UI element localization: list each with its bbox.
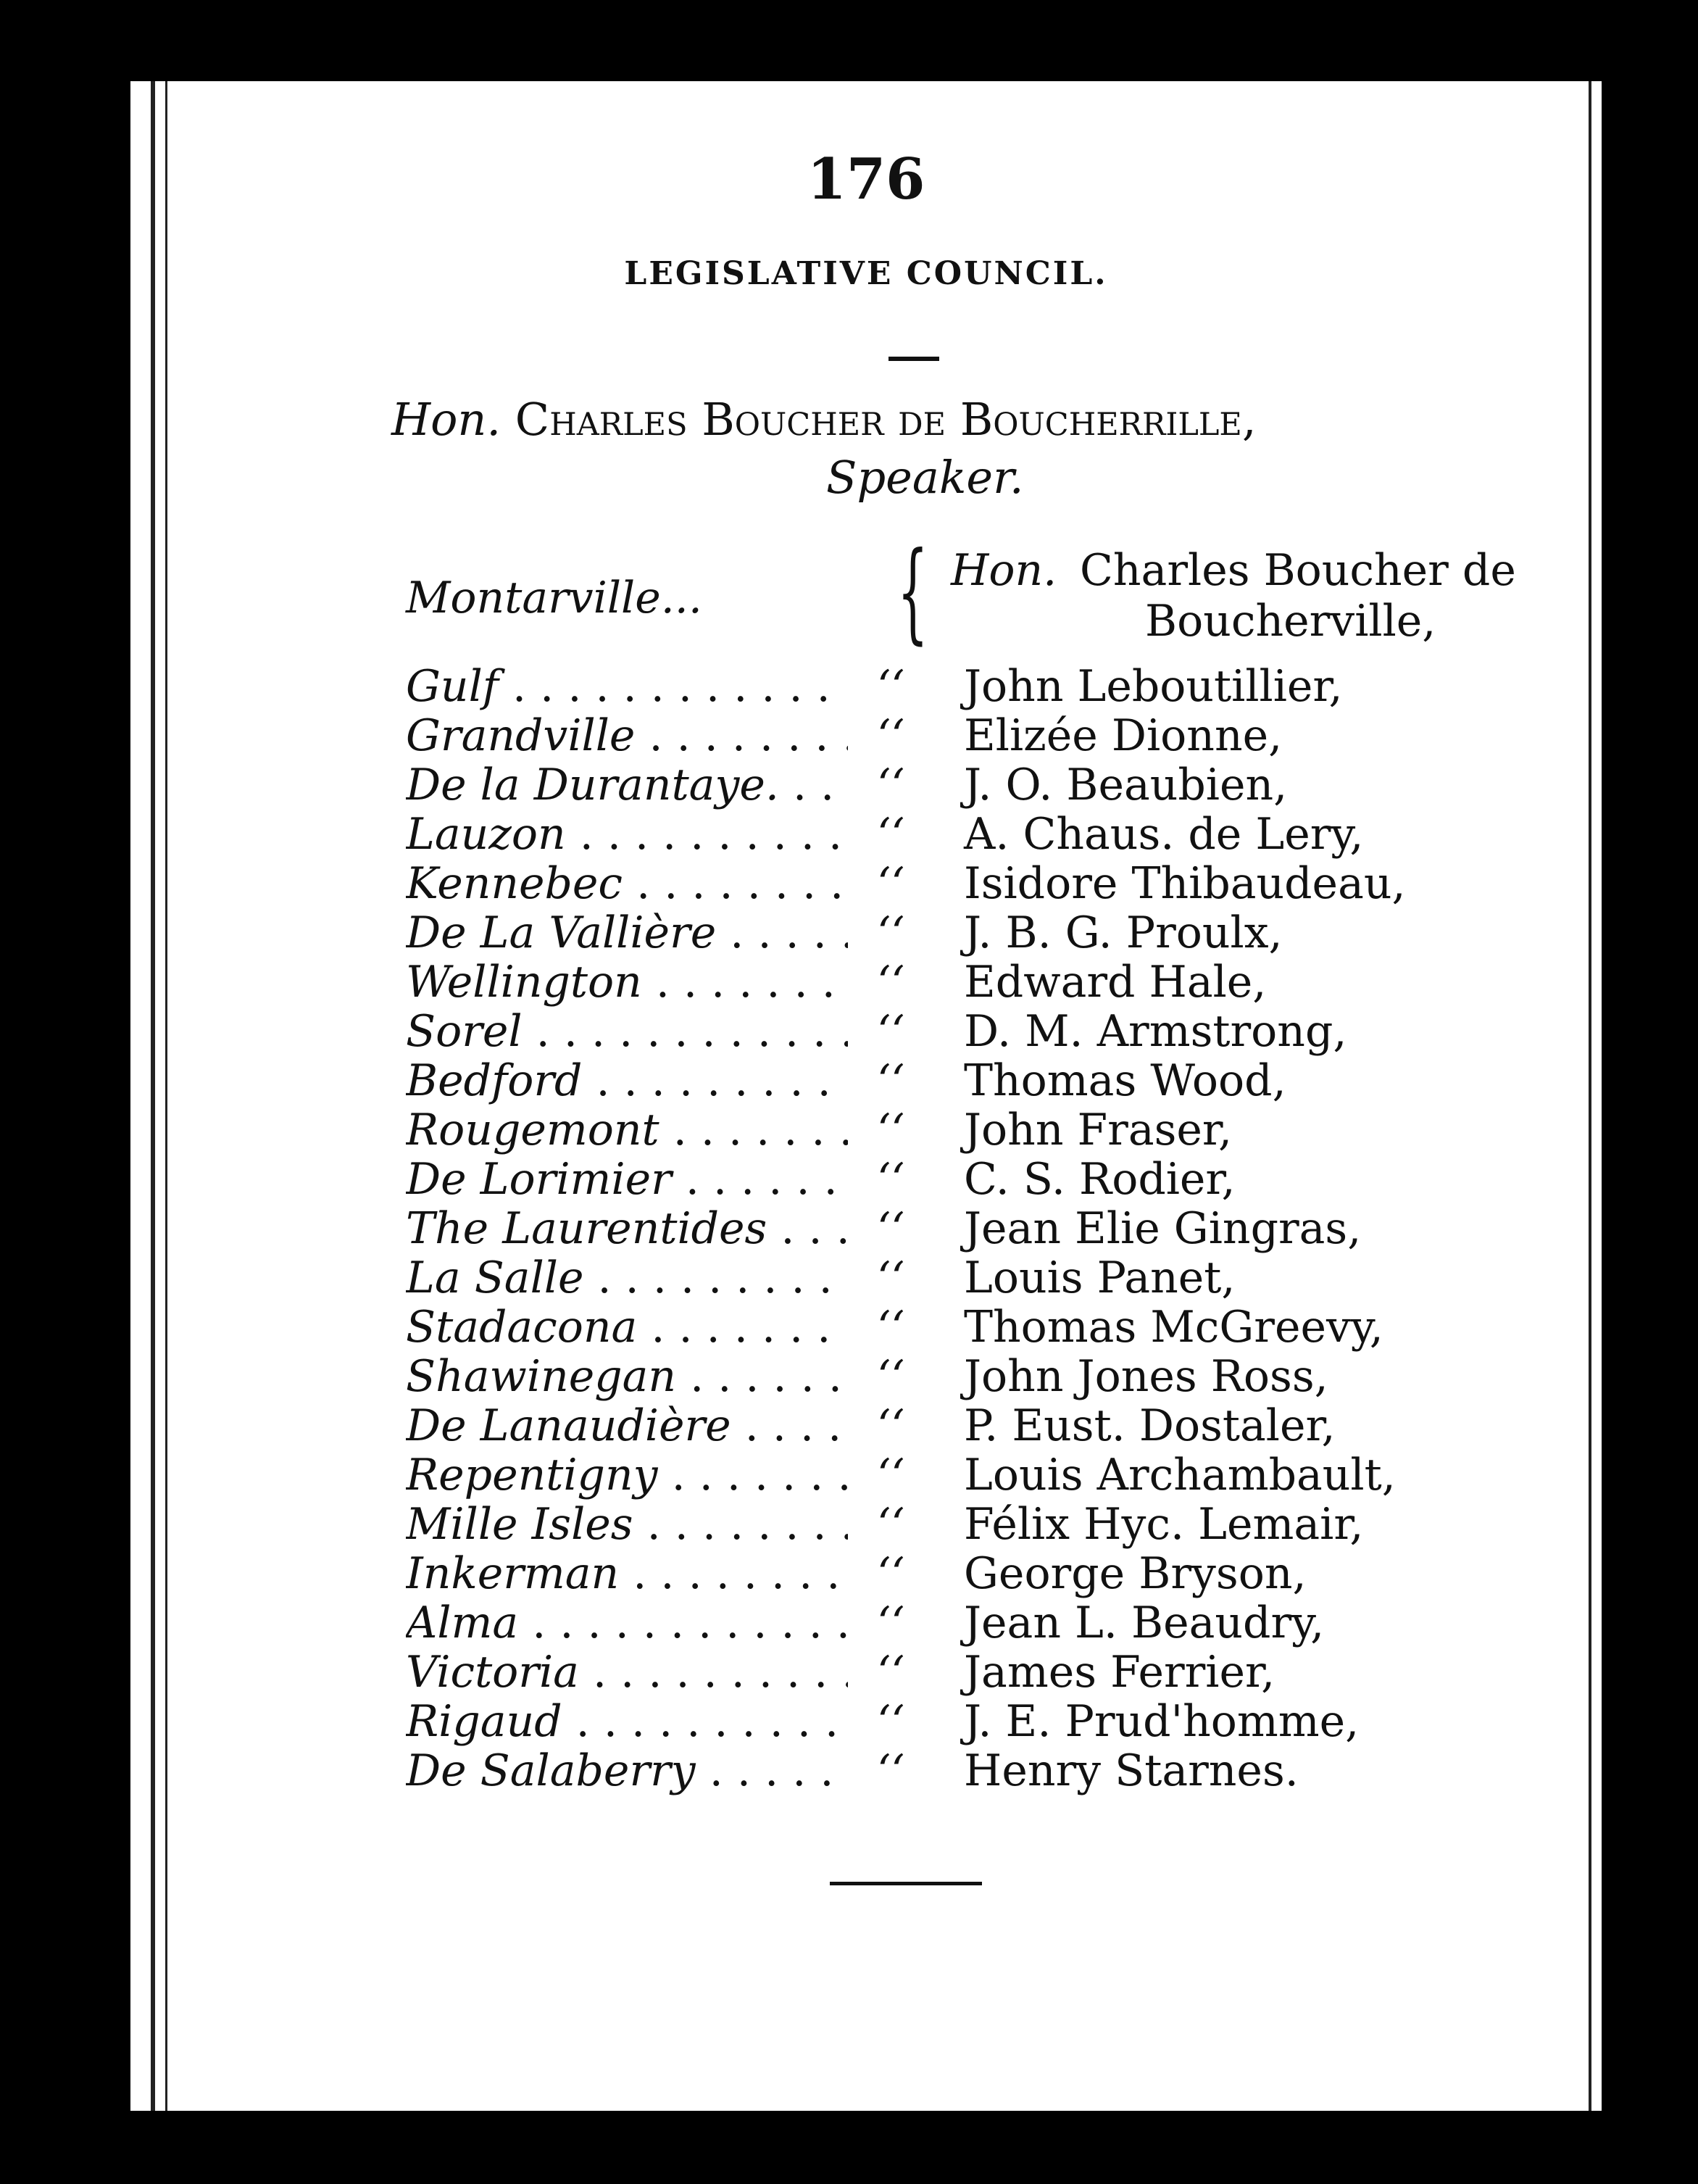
leader-dots bbox=[579, 1647, 848, 1698]
member-name: J. E. Prud'homme, bbox=[964, 1696, 1360, 1747]
district-name: Shawinegan bbox=[406, 1351, 677, 1402]
district-name: Kennebec bbox=[406, 858, 623, 909]
leader-dots bbox=[562, 1696, 848, 1747]
district-cell bbox=[406, 1450, 848, 1500]
brace-icon: { bbox=[897, 529, 928, 655]
district-name: Grandville bbox=[406, 710, 636, 761]
ditto-mark: ‘‘ bbox=[877, 710, 905, 761]
district-name: Rougemont bbox=[406, 1105, 659, 1155]
district-name: De La Vallière bbox=[406, 908, 717, 958]
leader-dots bbox=[779, 760, 848, 810]
member-row bbox=[406, 1055, 1565, 1105]
member-row bbox=[406, 957, 1565, 1006]
member-name: J. O. Beaubien, bbox=[964, 760, 1288, 810]
district-name: Bedford bbox=[406, 1055, 583, 1106]
member-row bbox=[406, 1253, 1565, 1302]
leader-dots bbox=[523, 1006, 848, 1057]
district-cell bbox=[406, 908, 848, 958]
book-page bbox=[130, 81, 1602, 2111]
leader-dots bbox=[696, 1745, 848, 1796]
ditto-mark: ‘‘ bbox=[877, 1006, 905, 1057]
left-page-edge-inner bbox=[165, 81, 167, 2111]
member-name: George Bryson, bbox=[964, 1548, 1307, 1599]
leader-dots bbox=[583, 1253, 848, 1303]
member-name: John Fraser, bbox=[964, 1105, 1233, 1155]
ditto-mark: ‘‘ bbox=[877, 1302, 905, 1353]
speaker-heading bbox=[391, 393, 1257, 446]
district-name: Inkerman bbox=[406, 1548, 620, 1599]
member-name: John Jones Ross, bbox=[964, 1351, 1328, 1402]
district-cell bbox=[406, 710, 848, 761]
district-cell bbox=[406, 1105, 848, 1155]
district-name: De la Durantaye. bbox=[406, 760, 779, 810]
district-cell bbox=[406, 1055, 848, 1106]
member-row bbox=[406, 1154, 1565, 1203]
district-cell bbox=[406, 1598, 848, 1648]
leader-dots bbox=[623, 858, 848, 909]
first-entry-member-line1: Charles Boucher de bbox=[1080, 545, 1516, 596]
leader-dots bbox=[672, 1154, 848, 1205]
ditto-mark: ‘‘ bbox=[877, 1499, 905, 1550]
member-row bbox=[406, 908, 1565, 957]
ditto-mark: ‘‘ bbox=[877, 809, 905, 860]
district-name: Gulf bbox=[406, 661, 499, 712]
member-name: John Leboutillier, bbox=[964, 661, 1343, 712]
member-row bbox=[406, 1598, 1565, 1647]
district-name: La Salle bbox=[406, 1253, 584, 1303]
first-entry-member-line2: Boucherville, bbox=[1145, 596, 1436, 647]
district-name: The Laurentides bbox=[406, 1203, 767, 1254]
leader-dots bbox=[633, 1499, 848, 1550]
member-row bbox=[406, 1302, 1565, 1351]
ditto-mark: ‘‘ bbox=[877, 957, 905, 1008]
leader-dots bbox=[619, 1548, 848, 1599]
first-entry bbox=[406, 529, 1565, 655]
member-name: Isidore Thibaudeau, bbox=[964, 858, 1406, 909]
district-name: De Lanaudière bbox=[406, 1400, 731, 1451]
district-cell bbox=[406, 1647, 848, 1698]
district-cell bbox=[406, 957, 848, 1008]
member-row bbox=[406, 1400, 1565, 1450]
member-name: James Ferrier, bbox=[964, 1647, 1275, 1698]
ditto-mark: ‘‘ bbox=[877, 1548, 905, 1599]
section-title: LEGISLATIVE COUNCIL. bbox=[624, 255, 1108, 292]
leader-dots bbox=[676, 1351, 848, 1402]
left-page-edge bbox=[151, 81, 155, 2111]
leader-dots bbox=[635, 710, 848, 761]
member-name: D. M. Armstrong, bbox=[964, 1006, 1347, 1057]
district-cell bbox=[406, 1400, 848, 1451]
member-row bbox=[406, 1351, 1565, 1400]
member-name: P. Eust. Dostaler, bbox=[964, 1400, 1336, 1451]
ditto-mark: ‘‘ bbox=[877, 1647, 905, 1698]
member-row bbox=[406, 1745, 1565, 1795]
ditto-mark: ‘‘ bbox=[877, 1351, 905, 1402]
ditto-mark: ‘‘ bbox=[877, 1400, 905, 1451]
district-cell bbox=[406, 1006, 848, 1057]
ditto-mark: ‘‘ bbox=[877, 661, 905, 712]
district-cell bbox=[406, 1253, 848, 1303]
district-cell bbox=[406, 809, 848, 860]
district-name: Sorel bbox=[406, 1006, 523, 1057]
district-cell bbox=[406, 1696, 848, 1747]
member-row bbox=[406, 858, 1565, 908]
first-entry-honorific: Hon. bbox=[951, 545, 1057, 596]
speaker-role: Speaker. bbox=[826, 451, 1024, 504]
ditto-mark: ‘‘ bbox=[877, 1105, 905, 1155]
member-row bbox=[406, 1696, 1565, 1745]
member-row bbox=[406, 1203, 1565, 1253]
leader-dots bbox=[716, 908, 848, 958]
leader-dots bbox=[658, 1450, 849, 1500]
district-cell bbox=[406, 1499, 848, 1550]
page-number: 176 bbox=[807, 146, 925, 212]
district-name: Rigaud bbox=[406, 1696, 562, 1747]
member-name: Thomas McGreevy, bbox=[964, 1302, 1383, 1353]
district-cell bbox=[406, 1745, 848, 1796]
speaker-name: Charles Boucher de Boucherrille, bbox=[515, 393, 1257, 446]
district-name: Repentigny bbox=[406, 1450, 658, 1500]
leader-dots bbox=[582, 1055, 848, 1106]
member-name: Félix Hyc. Lemair, bbox=[964, 1499, 1364, 1550]
ditto-mark: ‘‘ bbox=[877, 858, 905, 909]
district-name: De Salaberry bbox=[406, 1745, 696, 1796]
member-row bbox=[406, 1647, 1565, 1696]
ditto-mark: ‘‘ bbox=[877, 1055, 905, 1106]
closing-rule bbox=[830, 1882, 982, 1885]
district-cell bbox=[406, 1302, 848, 1353]
ditto-mark: ‘‘ bbox=[877, 1203, 905, 1254]
member-name: Jean L. Beaudry, bbox=[964, 1598, 1325, 1648]
district-cell bbox=[406, 1548, 848, 1599]
district-name: Wellington bbox=[406, 957, 642, 1008]
ditto-mark: ‘‘ bbox=[877, 1598, 905, 1648]
leader-dots bbox=[642, 957, 848, 1008]
title-rule bbox=[888, 357, 939, 361]
member-row bbox=[406, 1105, 1565, 1154]
member-row bbox=[406, 1006, 1565, 1055]
member-name: Louis Archambault, bbox=[964, 1450, 1396, 1500]
member-row bbox=[406, 1548, 1565, 1598]
member-name: C. S. Rodier, bbox=[964, 1154, 1236, 1205]
leader-dots bbox=[637, 1302, 848, 1353]
member-name: Elizée Dionne, bbox=[964, 710, 1283, 761]
leader-dots bbox=[731, 1400, 848, 1451]
member-row bbox=[406, 661, 1565, 710]
district-cell bbox=[406, 760, 848, 810]
ditto-mark: ‘‘ bbox=[877, 908, 905, 958]
speaker-honorific: Hon. bbox=[391, 393, 502, 446]
member-name: Thomas Wood, bbox=[964, 1055, 1286, 1106]
member-row bbox=[406, 809, 1565, 858]
ditto-mark: ‘‘ bbox=[877, 1696, 905, 1747]
member-name: Jean Elie Gingras, bbox=[964, 1203, 1362, 1254]
ditto-mark: ‘‘ bbox=[877, 760, 905, 810]
member-name: Louis Panet, bbox=[964, 1253, 1236, 1303]
member-row bbox=[406, 1499, 1565, 1548]
member-name: Henry Starnes. bbox=[964, 1745, 1299, 1796]
leader-dots bbox=[767, 1203, 848, 1254]
leader-dots bbox=[659, 1105, 848, 1155]
leader-dots bbox=[518, 1598, 848, 1648]
district-cell bbox=[406, 1203, 848, 1254]
district-name: Alma bbox=[406, 1598, 519, 1648]
district-cell bbox=[406, 1154, 848, 1205]
ditto-mark: ‘‘ bbox=[877, 1745, 905, 1796]
district-cell bbox=[406, 1351, 848, 1402]
district-name: Lauzon bbox=[406, 809, 566, 860]
member-name: A. Chaus. de Lery, bbox=[964, 809, 1364, 860]
first-entry-district: Montarville... bbox=[406, 573, 702, 623]
district-name: Stadacona bbox=[406, 1302, 638, 1353]
member-list bbox=[406, 661, 1565, 1893]
district-cell bbox=[406, 661, 848, 712]
member-row bbox=[406, 1450, 1565, 1499]
right-page-edge bbox=[1589, 81, 1591, 2111]
member-name: Edward Hale, bbox=[964, 957, 1267, 1008]
leader-dots bbox=[566, 809, 848, 860]
member-row bbox=[406, 710, 1565, 760]
ditto-mark: ‘‘ bbox=[877, 1253, 905, 1303]
ditto-mark: ‘‘ bbox=[877, 1154, 905, 1205]
district-cell bbox=[406, 858, 848, 909]
ditto-mark: ‘‘ bbox=[877, 1450, 905, 1500]
district-name: De Lorimier bbox=[406, 1154, 672, 1205]
member-row bbox=[406, 760, 1565, 809]
leader-dots bbox=[499, 661, 848, 712]
district-name: Mille Isles bbox=[406, 1499, 633, 1550]
member-name: J. B. G. Proulx, bbox=[964, 908, 1283, 958]
district-name: Victoria bbox=[406, 1647, 579, 1698]
